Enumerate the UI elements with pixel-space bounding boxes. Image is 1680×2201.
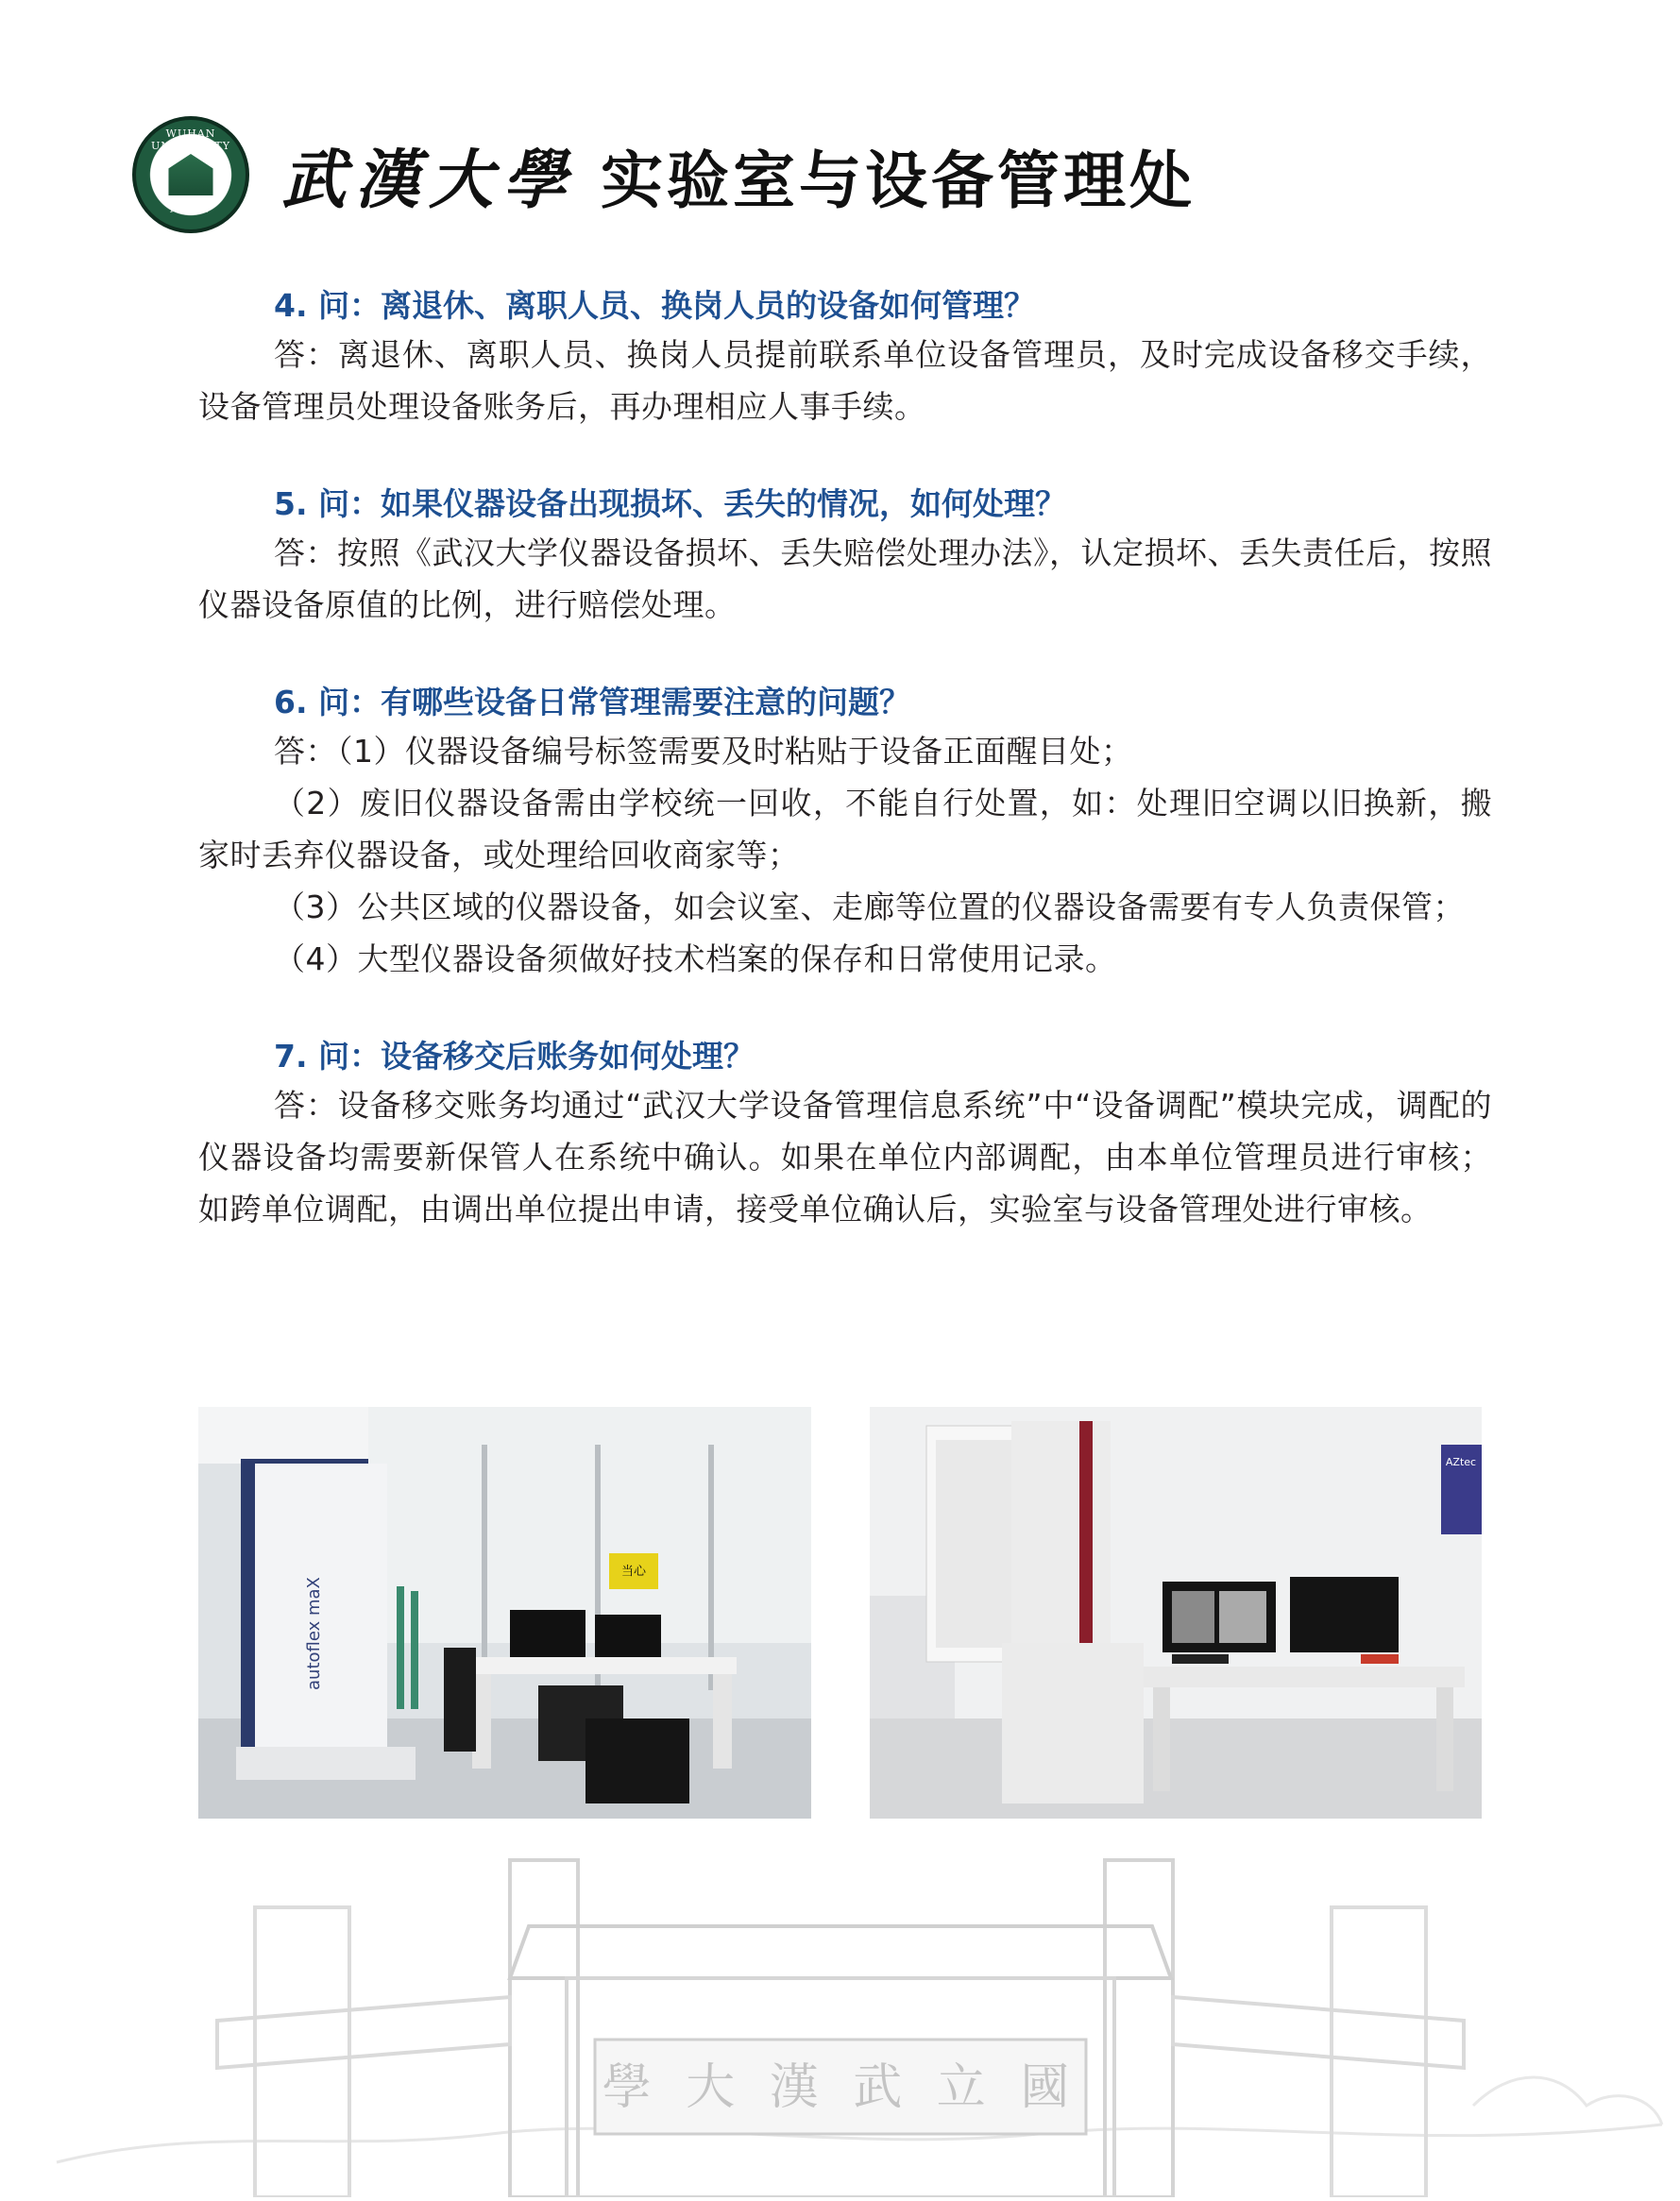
logo-building-icon xyxy=(164,154,217,195)
university-name: 武漢大學 xyxy=(281,142,577,218)
campus-gate-sketch xyxy=(0,1841,1680,2197)
faq-answer-line-1: 答：（1）仪器设备编号标签需要及时粘贴于设备正面醒目处； xyxy=(274,733,1133,770)
gate-inscription: 學 大 漢 武 立 國 xyxy=(602,2059,1079,2116)
poster-text: AZtec xyxy=(1445,1456,1477,1468)
faq-answer: 答：按照《武汉大学仪器设备损坏、丢失赔偿处理办法》，认定损坏、丢失责任后，按照仪器设备原值的比例，进行赔偿处理。 xyxy=(198,534,1492,623)
faq-answer-line-4: （4）大型仪器设备须做好技术档案的保存和日常使用记录。 xyxy=(274,940,1117,977)
faq-question: 4. 问：离退休、离职人员、换岗人员的设备如何管理？ xyxy=(274,287,1035,324)
faq-answer-line-2: （2）废旧仪器设备需由学校统一回收，不能自行处置，如：处理旧空调以旧换新，搬家时丢弃仪器设备，或处理给回收商家等； xyxy=(198,785,1492,873)
gate-illustration xyxy=(0,1841,1680,2197)
faq-question: 7. 问：设备移交后账务如何处理？ xyxy=(274,1038,755,1075)
logo-text: WUHAN UNIVERSITY xyxy=(151,127,230,152)
university-logo xyxy=(132,116,249,233)
faq-answer-line-3: （3）公共区域的仪器设备，如会议室、走廊等位置的仪器设备需要有专人负责保管； xyxy=(274,889,1465,925)
faq-item-4 xyxy=(198,283,1492,432)
faq-answer: 答：设备移交账务均通过“武汉大学设备管理信息系统”中“设备调配”模块完成，调配的仪器设备均需要新保管人在系统中确认。如果在单位内部调配，由本单位管理员进行审核；如跨单位调配，由调出单位提出申请，接受单位确认后，实验室与设备管理处进行审核。 xyxy=(198,1087,1492,1227)
faq-answer: 答：离退休、离职人员、换岗人员提前联系单位设备管理员，及时完成设备移交手续，设备管理员处理设备账务后，再办理相应人事手续。 xyxy=(198,336,1492,425)
department-name: 实验室与设备管理处 xyxy=(601,144,1196,217)
photo-row xyxy=(198,1407,1482,1819)
logo-sub-text: 武 汉 大 学 xyxy=(169,205,212,214)
faq-item-7 xyxy=(198,1034,1492,1235)
lab-photo-mass-spectrometer xyxy=(198,1407,811,1819)
lab-photo-left-illustration xyxy=(198,1407,811,1819)
lab-photo-electron-microscope xyxy=(870,1407,1482,1819)
page-header xyxy=(132,104,1196,245)
faq-question: 6. 问：有哪些设备日常管理需要注意的问题？ xyxy=(274,684,910,720)
warning-sign-text: 当心 xyxy=(620,1565,647,1579)
faq-item-5 xyxy=(198,482,1492,631)
device-label: autoflex maX xyxy=(304,1577,324,1690)
faq-item-6 xyxy=(198,680,1492,985)
faq-question: 5. 问：如果仪器设备出现损坏、丢失的情况，如何处理？ xyxy=(274,485,1066,522)
faq-content xyxy=(198,283,1492,1284)
lab-photo-right-illustration xyxy=(870,1407,1482,1819)
